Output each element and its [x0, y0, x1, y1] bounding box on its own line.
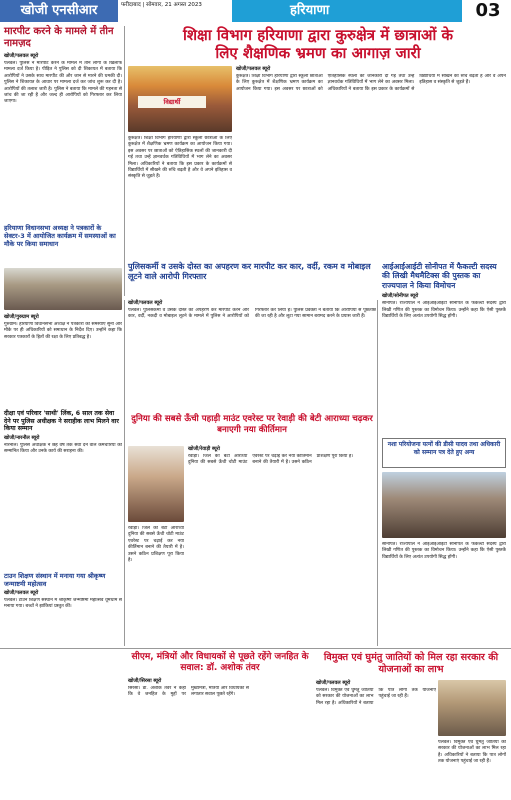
highlight-caption: नशा परियोजना यत्नों की डीसी यादव तथा अधिकारी को सम्मान पत्र देते हुए अन्य	[382, 438, 506, 468]
story-everest	[128, 414, 376, 435]
column-divider	[124, 300, 125, 646]
section-title: हरियाणा	[232, 0, 462, 22]
newspaper-name: खोजी एनसीआर	[0, 0, 118, 22]
lead-story	[128, 26, 508, 62]
story-headline: टाउन शिक्षण संस्थान में मनाया गया श्रीकृष्ण जन्माष्टमी महोत्सव	[4, 572, 106, 588]
story-headline: दीक्षा एवं परिवार 'साथी' लिंक, 6 साल तक सेवा देने पर पुलिस अधीक्षक ने सराहीक लाभ मिलने वार किया सम्मान	[4, 410, 119, 433]
story-body: पलवल। पुलिस ने मारपीट करने के मामले में तीन लोगों के खिलाफ मामला दर्ज किया है। पीड़ित ने पुलिस को दी शिकायत में बताया कि आरोपियों ने उसके साथ मारपीट की और जान से मारने की धमकी दी। पुलिस ने शिकायत के आधार पर मामला दर्ज कर जांच शुरू कर दी है। आरोपियों की तलाश जारी है। पुलिस ने बताया कि मामले की गहनता से जांच की जा रही है और जल्द ही आरोपियों को गिरफ्तार कर लिया जाएगा।	[4, 61, 122, 105]
story-assembly-speaker-text	[4, 314, 122, 410]
story-byline: खोजी/पलवल ब्यूरो	[4, 53, 39, 59]
lead-headline-line1: शिक्षा विभाग हरियाणा द्वारा कुरुक्षेत्र में छात्राओं के	[182, 26, 454, 44]
story-byline: खोजी/रेवाड़ी ब्यूरो	[188, 446, 220, 452]
photo-banner-text: विद्यार्थी	[138, 96, 206, 108]
lead-story-body-col1: कुरुक्षेत्र। शिक्षा विभाग हरियाणा द्वारा स्कूली छात्राओं के लिए कुरुक्षेत्र में शैक्षणिक भ्रमण कार्यक्रम का आयोजन किया गया। इस अवसर पर छात्राओं को ऐतिहासिक स्थलों की जानकारी दी गई तथा उन्हें ज्ञानवर्धक गतिविधियों में भाग लेने का अवसर मिला। अधिकारियों ने बताया कि इस प्रकार के कार्यक्रमों से विद्यार्थियों में सीखने की रुचि बढ़ती है और वे अपने इतिहास व संस्कृति से जुड़ते हैं।	[128, 136, 232, 180]
lead-story-body	[236, 66, 506, 264]
lead-headline-line2: लिए शैक्षणिक भ्रमण का आगाज़ जारी	[215, 44, 421, 62]
athlete-portrait-photo	[128, 446, 184, 522]
story-headline: आईआईआईटी सोनीपत में फैकल्टी सदस्य की लिखी मैथमैटिक्स की पुस्तक का राज्यपाल ने किया विमोचन	[382, 262, 497, 290]
story-assault-case	[4, 26, 122, 221]
story-ashok-tanwar-text	[128, 678, 312, 798]
story-byline: खोजी/पलवल ब्यूरो	[128, 300, 163, 306]
story-headline: पुलिसकर्मी व उसके दोस्त का अपहरण कर मारपीट कर कार, वर्दी, रकम व मोबाइल लूटने वाले आरोपी गिरफ्तार	[128, 262, 371, 281]
lead-photo-stage	[128, 66, 232, 132]
story-byline: खोजी/सिरसा ब्यूरो	[128, 678, 162, 684]
story-body-continued: सोनीपत। राज्यपाल ने आईआईआईटी सोनीपत के फैकल्टी सदस्य द्वारा लिखी गणित की पुस्तक का विमोचन किया। उन्होंने कहा कि ऐसी पुस्तकें विद्यार्थियों के लिए अत्यंत उपयोगी सिद्ध होंगी।	[382, 542, 506, 560]
story-byline: खोजी/पलवल ब्यूरो	[236, 66, 271, 72]
story-body: पलवल। टाउन शिक्षण संस्थान में श्रीकृष्ण जन्माष्टमी महोत्सव धूमधाम से मनाया गया। बच्चों ने झांकियां प्रस्तुत कीं।	[4, 598, 122, 610]
story-headline: विमुक्त एवं घुमंतु जातियों को मिल रहा सरकार की योजनाओं का लाभ	[323, 652, 499, 675]
story-byline: खोजी/गुरुग्राम ब्यूरो	[4, 314, 39, 320]
story-headline: सीएम, मंत्रियों और विधायकों से पूछते रहेंगे जनहित के सवाल: डॉ. अशोक तंवर	[131, 652, 309, 673]
story-byline: खोजी/पलवल ब्यूरो	[4, 590, 39, 596]
story-ashok-tanwar	[128, 652, 312, 674]
column-divider	[124, 26, 125, 296]
story-body: पलवल। विमुक्त एवं घुमंतु जातियों को सरकार की योजनाओं का लाभ मिल रहा है। अधिकारियों ने बताया कि पात्र लोगों तक योजनाएं पहुंचाई जा रही हैं।	[316, 688, 436, 706]
story-iiit-book	[382, 262, 506, 419]
story-janmashtami	[4, 572, 122, 798]
book-release-photo	[382, 472, 506, 538]
column-divider	[377, 300, 378, 646]
story-byline: खोजी/पलवल ब्यूरो	[316, 680, 351, 686]
story-byline: खोजी/सोनीपत ब्यूरो	[382, 293, 419, 300]
story-nomadic-tribes-text	[316, 680, 436, 798]
story-body-col1: रेवाड़ी। जिले की बेटी आराध्या दुनिया की सबसे ऊँची चोटी माउंट एवरेस्ट पर चढ़ाई कर नया कीर्तिमान बनाने की तैयारी में है। उसने कठिन प्रशिक्षण पूरा किया है।	[128, 526, 184, 564]
story-everest-text	[188, 446, 376, 650]
story-assembly-speaker	[4, 224, 122, 248]
story-police-abduction-text	[128, 300, 376, 416]
story-body: सिरसा। डॉ. अशोक तंवर ने कहा कि वे जनहित के मुद्दों पर मुख्यमंत्री, मंत्रियों और विधायकों से लगातार सवाल पूछते रहेंगे।	[128, 686, 249, 698]
story-headline: मारपीट करने के मामले में तीन नामज़द	[4, 26, 114, 49]
story-body: नारनौल। पुलिस अधीक्षक ने छह वर्ष तक सेवा देने वाले कर्मचारियों को सम्मानित किया और उनके कार्य की सराहना की।	[4, 442, 122, 455]
story-headline: दुनिया की सबसे ऊँची पहाड़ी माउंट एवरेस्ट पर रेवाड़ी की बेटी आराध्या चढ़कर बनाएगी नया कीर्तिमान	[131, 414, 373, 435]
story-nomadic-tribes	[316, 652, 506, 676]
story-byline: खोजी/नारनौल ब्यूरो	[4, 434, 40, 441]
page-header	[0, 0, 511, 22]
story-body: कुरुक्षेत्र। शिक्षा विभाग हरियाणा द्वारा स्कूली छात्राओं के लिए कुरुक्षेत्र में शैक्षणिक भ्रमण कार्यक्रम का आयोजन किया गया। इस अवसर पर छात्राओं को ऐतिहासिक स्थलों की जानकारी दी गई तथा उन्हें ज्ञानवर्धक गतिविधियों में भाग लेने का अवसर मिला। अधिकारियों ने बताया कि इस प्रकार के कार्यक्रमों से विद्यार्थियों में सीखने की रुचि बढ़ती है और वे अपने इतिहास व संस्कृति से जुड़ते हैं।	[236, 74, 506, 92]
story-body: रेवाड़ी। जिले की बेटी आराध्या दुनिया की सबसे ऊँची चोटी माउंट एवरेस्ट पर चढ़ाई कर नया कीर्तिमान बनाने की तैयारी में है। उसने कठिन प्रशिक्षण पूरा किया है।	[188, 454, 354, 466]
story-body-continued: पलवल। विमुक्त एवं घुमंतु जातियों को सरकार की योजनाओं का लाभ मिल रहा है। अधिकारियों ने बताया कि पात्र लोगों तक योजनाएं पहुंचाई जा रही हैं।	[438, 740, 506, 765]
story-body: सोनीपत। राज्यपाल ने आईआईआईटी सोनीपत के फैकल्टी सदस्य द्वारा लिखी गणित की पुस्तक का विमोचन किया। उन्होंने कहा कि ऐसी पुस्तकें विद्यार्थियों के लिए अत्यंत उपयोगी सिद्ध होंगी।	[382, 301, 506, 320]
story-headline: हरियाणा विधानसभा अध्यक्ष ने पत्रकारों के सेक्टर-3 में आयोजित कार्यक्रम में समस्याओं का मौके पर किया समाधान	[4, 224, 116, 248]
date-line: फरीदाबाद | सोमवार, 21 अगस्त 2023	[121, 2, 202, 8]
tribes-meeting-photo	[438, 680, 506, 736]
meeting-photo	[4, 268, 122, 310]
story-police-abduction	[128, 262, 376, 282]
story-body: गुरुग्राम। हरियाणा विधानसभा अध्यक्ष ने पत्रकारों की समस्याएं सुनीं और मौके पर ही अधिकारियों को समाधान के निर्देश दिए। उन्होंने कहा कि सरकार पत्रकारों के हितों की रक्षा के लिए प्रतिबद्ध है।	[4, 322, 122, 340]
story-police-honour	[4, 410, 122, 551]
story-body: पलवल। पुलिसकर्मी व उसके दोस्त का अपहरण कर मारपीट करने और कार, वर्दी, नकदी व मोबाइल लूटने के मामले में पुलिस ने आरोपियों को गिरफ्तार कर लिया है। पुलिस प्रवक्ता ने बताया कि आरोपियों से पूछताछ की जा रही है और लूटा गया सामान बरामद करने के प्रयास जारी हैं।	[128, 308, 376, 320]
page-number: 03	[465, 0, 511, 22]
